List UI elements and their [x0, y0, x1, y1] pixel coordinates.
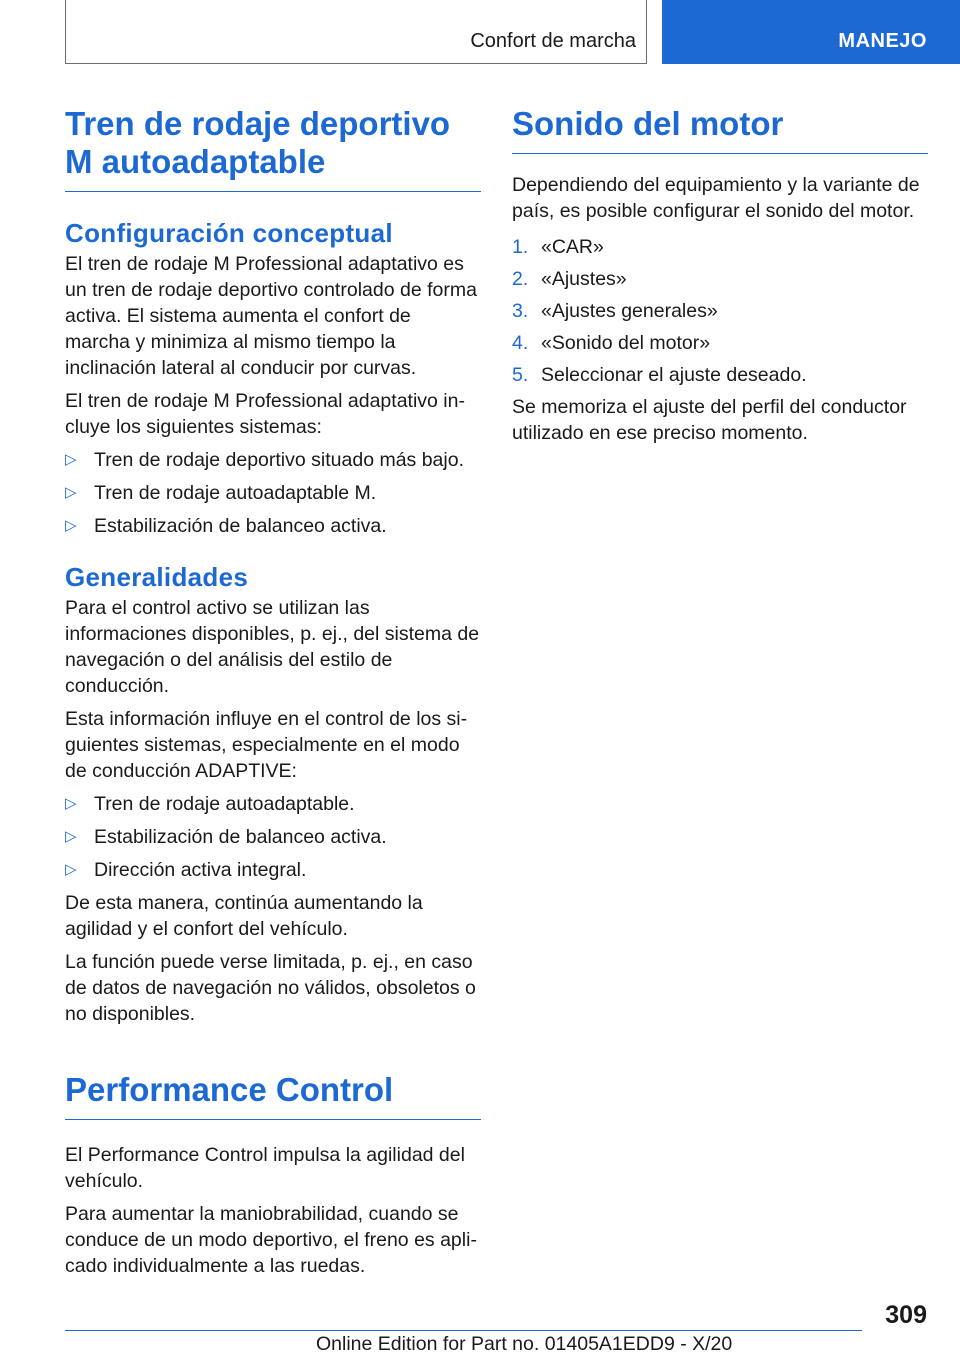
paragraph: Para el control activo se utilizan las informaciones disponibles, p. ej., del sistema de navegación o del análisis del estilo de conducción. [65, 597, 480, 697]
step-text: «CAR» [541, 236, 604, 258]
triangle-bullet-icon: ▷ [65, 517, 77, 534]
numbered-step [512, 234, 928, 260]
list-item [65, 824, 481, 850]
step-number: 5. [512, 364, 529, 386]
header-section-title: Confort de marcha [470, 30, 636, 52]
list-item [65, 857, 481, 883]
list-item-text: Tren de rodaje autoadaptable M. [94, 482, 377, 504]
footer-edition: Online Edition for Part no. 01405A1EDD9 - X/20 [316, 1333, 733, 1355]
list-item-text: Estabilización de balanceo activa. [94, 826, 387, 848]
triangle-bullet-icon: ▷ [65, 484, 77, 501]
list-item-text: Tren de rodaje deportivo situado más bajo. [94, 449, 464, 471]
paragraph: De esta manera, continúa aumentando la agilidad y el confort del vehículo. [65, 892, 423, 940]
triangle-bullet-icon: ▷ [65, 861, 77, 878]
step-text: «Ajustes generales» [541, 300, 718, 322]
paragraph: La función puede verse limitada, p. ej., en caso de datos de navegación no válidos, obsoletos o no disponibles. [65, 951, 476, 1025]
heading-sonido-motor: Sonido del motor [512, 105, 928, 154]
paragraph: Para aumentar la maniobrabilidad, cuando se conduce de un modo deportivo, el freno es aplicado individualmente a las ruedas. [65, 1203, 477, 1277]
numbered-step [512, 330, 928, 356]
left-column [65, 105, 481, 1279]
list-item [65, 513, 481, 539]
list-item-text: Estabilización de balanceo activa. [94, 515, 387, 537]
list-item [65, 791, 481, 817]
heading-tren-rodaje: Tren de rodaje deportivo M autoadaptable [65, 105, 481, 192]
footer-divider [65, 1330, 862, 1331]
list-item-text: Tren de rodaje autoadaptable. [94, 793, 355, 815]
paragraph: El Performance Control impulsa la agilidad del vehículo. [65, 1144, 465, 1192]
triangle-bullet-icon: ▷ [65, 795, 77, 812]
heading-performance-control: Performance Control [65, 1071, 481, 1120]
paragraph: El tren de rodaje M Professional adaptativo incluye los siguientes sistemas: [65, 390, 465, 438]
numbered-step [512, 298, 928, 324]
triangle-bullet-icon: ▷ [65, 451, 77, 468]
list-item [65, 480, 481, 506]
subheading-generalidades: Generalidades [65, 562, 249, 592]
numbered-step [512, 362, 928, 388]
step-text: Seleccionar el ajuste deseado. [541, 364, 807, 386]
triangle-bullet-icon: ▷ [65, 828, 77, 845]
step-text: «Sonido del motor» [541, 332, 711, 354]
paragraph: Se memoriza el ajuste del perfil del conductor utilizado en ese preciso momento. [512, 396, 907, 444]
paragraph: El tren de rodaje M Professional adaptativo es un tren de rodaje deportivo controlado de forma activa. El sistema aumenta el confort de marcha y minimiza al mismo tiempo la inclinación lateral al conducir por curvas. [65, 253, 477, 379]
numbered-step [512, 266, 928, 292]
step-number: 4. [512, 332, 529, 354]
right-column [512, 105, 928, 446]
step-text: «Ajustes» [541, 268, 627, 290]
page-number: 309 [885, 1301, 927, 1329]
step-number: 1. [512, 236, 529, 258]
paragraph: Dependiendo del equipamiento y la variante de país, es posible configurar el sonido del motor. [512, 174, 920, 222]
paragraph: Esta información influye en el control de los siguientes sistemas, especialmente en el modo de conducción ADAPTIVE: [65, 708, 468, 782]
header-chapter-title: MANEJO [838, 30, 927, 52]
list-item-text: Dirección activa integral. [94, 859, 307, 881]
step-number: 3. [512, 300, 529, 322]
step-number: 2. [512, 268, 529, 290]
subheading-configuracion: Configuración conceptual [65, 218, 393, 248]
list-item [65, 447, 481, 473]
header-chapter-tab [662, 0, 960, 64]
header-section-box [65, 0, 647, 64]
